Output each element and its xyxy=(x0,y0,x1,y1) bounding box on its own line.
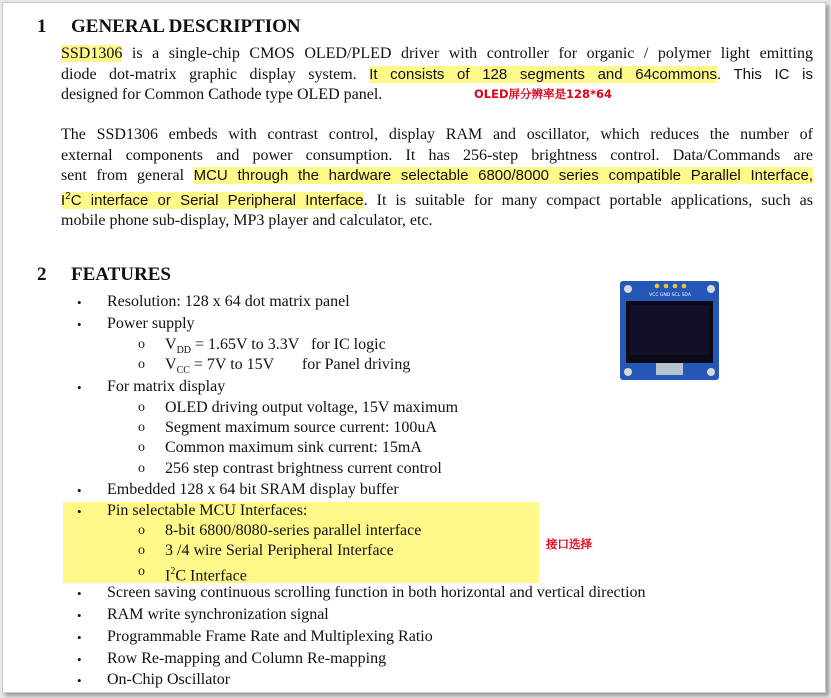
sub-bullet-icon: o xyxy=(138,337,145,352)
feature-frame-rate: Programmable Frame Rate and Multiplexing Ratio xyxy=(107,628,433,645)
sub-bullet-icon: o xyxy=(138,420,145,435)
general-description-paragraph-2: The SSD1306 embeds with contrast control, display RAM and oscillator, which reduces the number of external components and power consumption. It has 256-step brightness control. Data/Commands are sent from general MCU through the hardware selectable 6800/8000 series compatible Parallel Interface, $I^2C$ interface or Serial Peripheral Interface. It is suitable for many compact portable applications, such as mobile phone sub-display, MP3 player and calculator, etc. xyxy=(61,126,813,229)
feature-vcc: $V_{CC} = 7V$ to 15V for Panel driving xyxy=(165,356,411,377)
bullet-icon: • xyxy=(77,608,82,623)
section-2-heading: 2 FEATURES xyxy=(37,264,171,285)
section-1-heading: 1 GENERAL DESCRIPTION xyxy=(37,16,301,37)
feature-oscillator: On-Chip Oscillator xyxy=(107,671,231,688)
feature-ram-sync: RAM write synchronization signal xyxy=(107,606,329,623)
feature-resolution: Resolution: 128 x 64 dot matrix panel xyxy=(107,293,350,310)
bullet-icon: • xyxy=(77,317,82,332)
general-description-paragraph-1: SSD1306 is a single-chip CMOS OLED/PLED driver with controller for organic / polymer light emitting diode dot-matrix graphic display system. It consists of 128 segments and 64commons. This IC is designed for Common Cathode type OLED panel. xyxy=(61,45,813,103)
sub-bullet-icon: o xyxy=(138,357,145,372)
sub-bullet-icon: o xyxy=(138,400,145,415)
feature-vdd: $V_{DD} = 1.65V$ to 3.3V for IC logic xyxy=(165,336,386,357)
feature-pin-2: 3 /4 wire Serial Peripheral Interface xyxy=(165,542,394,559)
bullet-icon: • xyxy=(77,295,82,310)
bullet-icon: • xyxy=(77,483,82,498)
bullet-icon: • xyxy=(77,380,82,395)
oled-module-photo-icon xyxy=(620,281,719,380)
bullet-icon: • xyxy=(77,673,82,688)
feature-scrolling: Screen saving continuous scrolling function in both horizontal and vertical direction xyxy=(107,584,646,601)
sub-bullet-icon: o xyxy=(138,461,145,476)
feature-pin-selectable: Pin selectable MCU Interfaces: xyxy=(107,502,308,519)
sub-bullet-icon: o xyxy=(138,543,145,558)
sub-bullet-icon: o xyxy=(138,440,145,455)
sub-bullet-icon: o xyxy=(138,523,145,538)
svg-text:VCC GND SCL SDA: VCC GND SCL SDA xyxy=(649,293,691,298)
bullet-icon: • xyxy=(77,652,82,667)
feature-matrix-display: For matrix display xyxy=(107,378,226,395)
feature-matrix-3: Common maximum sink current: 15mA xyxy=(165,439,422,456)
feature-remapping: Row Re-mapping and Column Re-mapping xyxy=(107,650,387,667)
bullet-icon: • xyxy=(77,504,82,519)
feature-matrix-2: Segment maximum source current: 100uA xyxy=(165,419,437,436)
feature-power-supply: Power supply xyxy=(107,315,195,332)
feature-matrix-1: OLED driving output voltage, 15V maximum xyxy=(165,399,459,416)
bullet-icon: • xyxy=(77,586,82,601)
feature-matrix-4: 256 step contrast brightness current control xyxy=(165,460,442,477)
feature-pin-3: $I^2C$ Interface xyxy=(165,566,247,585)
document-page xyxy=(2,2,826,693)
bullet-icon: • xyxy=(77,630,82,645)
feature-pin-1: 8-bit 6800/8080-series parallel interface xyxy=(165,522,422,539)
resolution-annotation: OLED屏分辨率是128*64 xyxy=(474,87,613,101)
sub-bullet-icon: o xyxy=(138,564,145,579)
interface-annotation: 接口选择 xyxy=(546,537,592,551)
feature-sram: Embedded 128 x 64 bit SRAM display buffer xyxy=(107,481,399,498)
